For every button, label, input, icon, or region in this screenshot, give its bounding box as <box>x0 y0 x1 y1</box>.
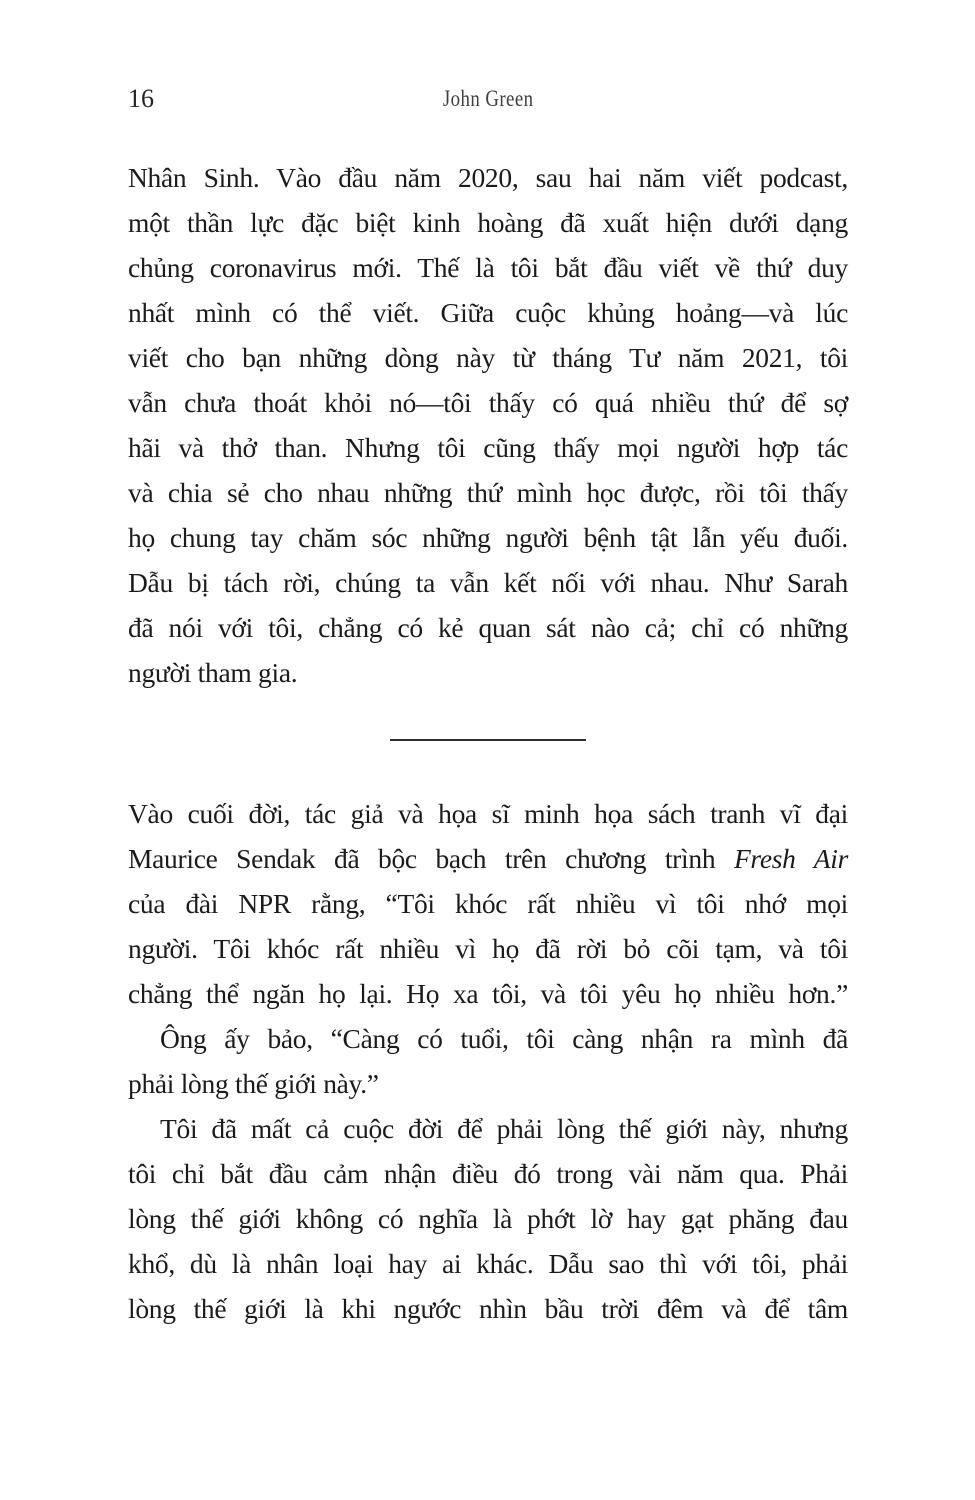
text-line: người tham gia. <box>128 657 298 688</box>
paragraph-3 <box>128 1016 848 1106</box>
text-line: Tôi đã mất cả cuộc đời để phải lòng thế giới này, nhưng <box>160 1113 848 1144</box>
text-line: chủng coronavirus mới. Thế là tôi bắt đầu viết về thứ duy <box>128 252 848 283</box>
page-body <box>128 155 848 1331</box>
section-divider <box>390 739 586 741</box>
text-line: Dẫu bị tách rời, chúng ta vẫn kết nối với nhau. Như Sarah <box>128 567 848 598</box>
text-line: Nhân Sinh. Vào đầu năm 2020, sau hai năm viết podcast, <box>128 162 848 193</box>
text-line: Vào cuối đời, tác giả và họa sĩ minh họa sách tranh vĩ đại <box>128 798 848 829</box>
text-line: lòng thế giới không có nghĩa là phớt lờ hay gạt phăng đau <box>128 1203 848 1234</box>
text-line: đã nói với tôi, chẳng có kẻ quan sát nào cả; chỉ có những <box>128 612 848 643</box>
text-line: người. Tôi khóc rất nhiều vì họ đã rời bỏ cõi tạm, và tôi <box>128 933 848 964</box>
text-line: của đài NPR rằng, “Tôi khóc rất nhiều vì tôi nhớ mọi <box>128 888 848 919</box>
text-line: vẫn chưa thoát khỏi nó—tôi thấy có quá nhiều thứ để sợ <box>128 387 848 418</box>
text-line: hãi và thở than. Nhưng tôi cũng thấy mọi người hợp tác <box>128 432 848 463</box>
text-line: một thần lực đặc biệt kinh hoàng đã xuất hiện dưới dạng <box>128 207 848 238</box>
text-line: lòng thế giới là khi ngước nhìn bầu trời đêm và để tâm <box>128 1293 848 1324</box>
text-line: nhất mình có thể viết. Giữa cuộc khủng hoảng—và lúc <box>128 297 848 328</box>
text-line: họ chung tay chăm sóc những người bệnh tật lẫn yếu đuối. <box>128 522 848 553</box>
running-header: John Green <box>442 86 534 111</box>
text-line: viết cho bạn những dòng này từ tháng Tư năm 2021, tôi <box>128 342 848 373</box>
paragraph-1 <box>128 155 848 695</box>
text-line: tôi chỉ bắt đầu cảm nhận điều đó trong vài năm qua. Phải <box>128 1158 848 1189</box>
paragraph-2 <box>128 791 848 1016</box>
running-header-wrap <box>128 86 848 112</box>
page-number: 16 <box>128 84 154 113</box>
text-line: và chia sẻ cho nhau những thứ mình học được, rồi tôi thấy <box>128 477 848 508</box>
text-line <box>128 836 848 881</box>
text-line: phải lòng thế giới này.” <box>128 1068 379 1099</box>
text-line: khổ, dù là nhân loại hay ai khác. Dẫu sao thì với tôi, phải <box>128 1248 848 1279</box>
text-line: chẳng thể ngăn họ lại. Họ xa tôi, và tôi yêu họ nhiều hơn.” <box>128 978 848 1009</box>
text-line: Ông ấy bảo, “Càng có tuổi, tôi càng nhận ra mình đã <box>160 1023 848 1054</box>
running-head <box>128 82 848 114</box>
paragraph-4 <box>128 1106 848 1331</box>
show-title-italic: Fresh Air <box>733 843 848 874</box>
text-segment: Maurice Sendak đã bộc bạch trên chương trình <box>128 843 734 874</box>
